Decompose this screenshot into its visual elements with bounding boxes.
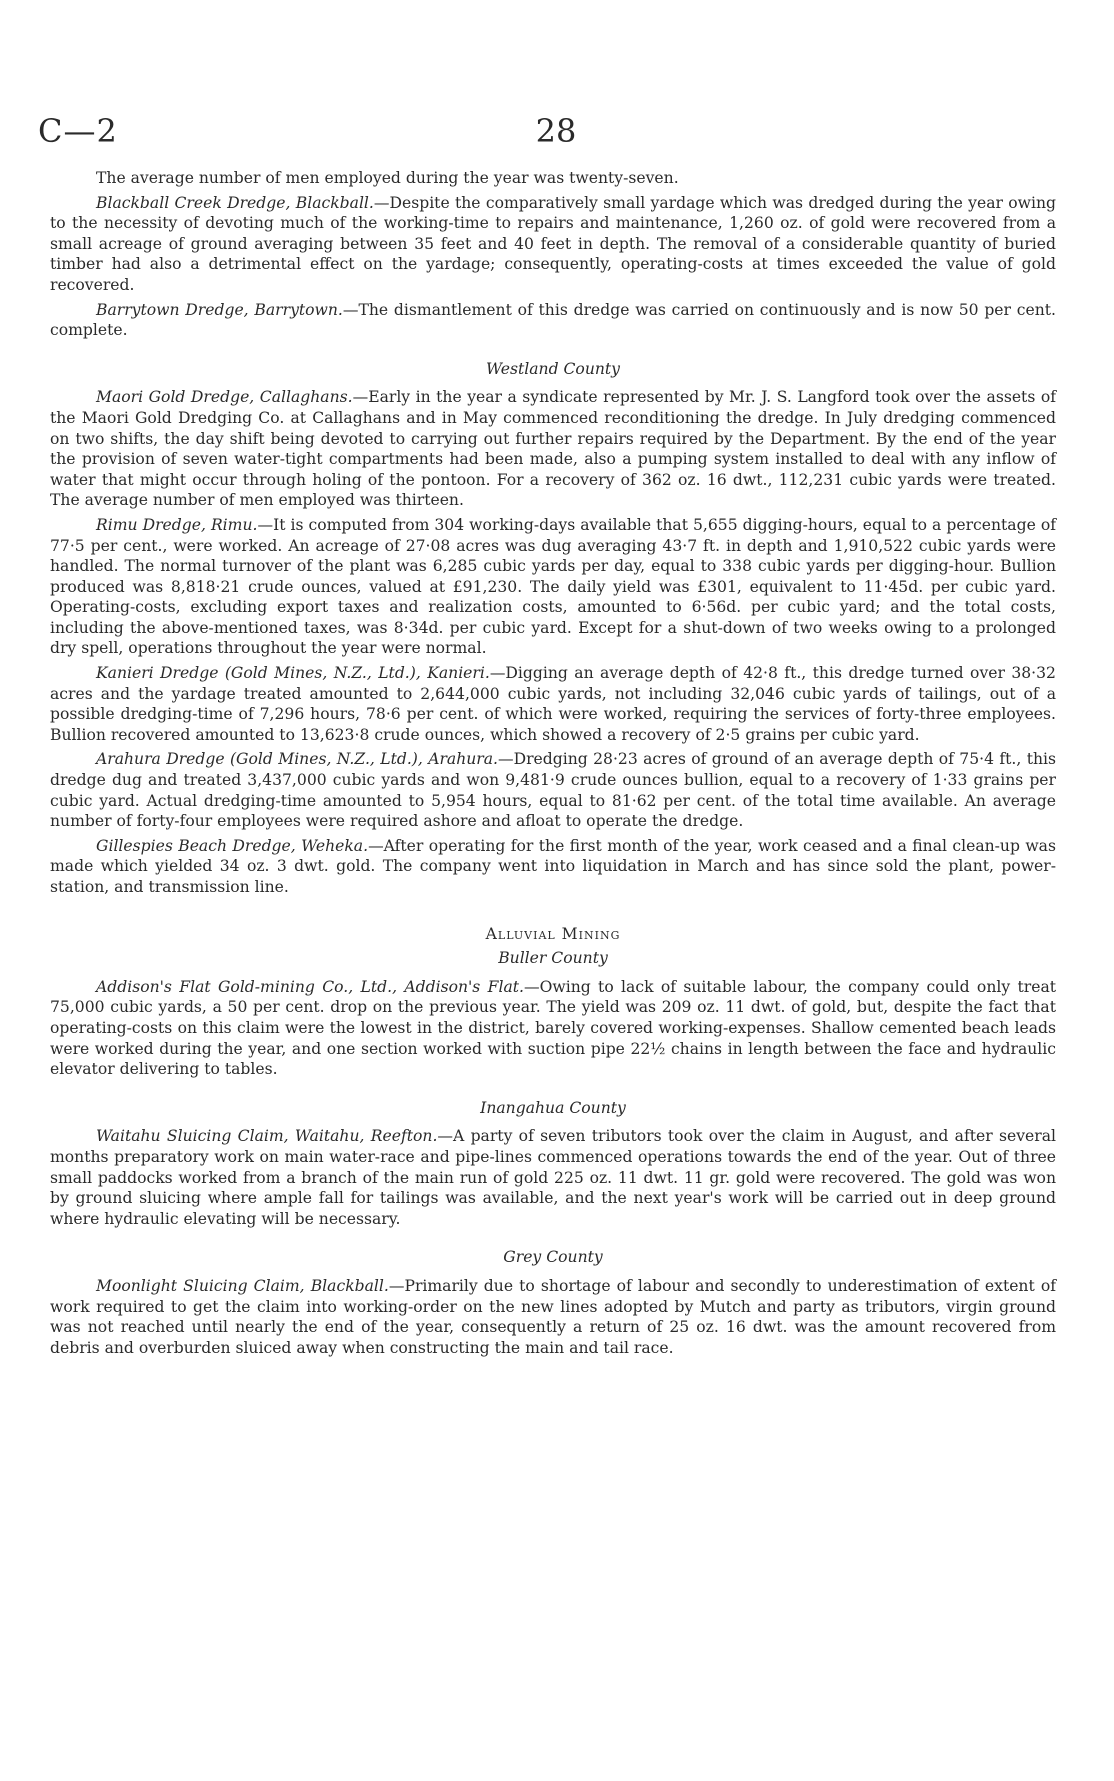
paragraph-text: —Early in the year a syndicate represented by Mr. J. S. Langford took over the assets of the Maori Gold Dredging Co. at Callaghans and in May commenced reconditioning the dredge. In July dredging commenced on two shifts, the day shift being devoted to carrying out further repairs required by the Department. By the end of the year the provision of seven water-tight compartments had been made, also a pumping system installed to deal with any inflow of water that might occur through holing of the pontoon. For a recovery of 362 oz. 16 dwt., 112,231 cubic yards were treated. The average number of men employed was thirteen. (50, 388, 1056, 510)
paragraph-title: Waitahu Sluicing Claim, Waitahu, Reefton. (96, 1127, 438, 1146)
paragraph-text: —Digging an average depth of 42·8 ft., this dredge turned over 38·32 acres and the yardage treated amounted to 2,644,000 cubic yards, not including 32,046 cubic yards of tailings, out of a possible dredging-time of 7,296 hours, 78·6 per cent. of which were worked, requiring the services of forty-three employees. Bullion recovered amounted to 13,623·8 crude ounces, which showed a recovery of 2·5 grains per cubic yard. (50, 664, 1056, 744)
paragraph (50, 300, 1056, 341)
paragraph-title: Rimu Dredge, Rimu. (96, 515, 258, 534)
paragraph-text: —Despite the comparatively small yardage which was dredged during the year owing to the necessity of devoting much of the working-time to repairs and maintenance, 1,260 oz. of gold were recovered from a small acreage of ground averaging between 35 feet and 40 feet in depth. The removal of a considerable quantity of buried timber had also a detrimental effect on the yardage; consequently, operating-costs at times exceeded the value of gold recovered. (50, 193, 1057, 294)
paragraph (50, 1126, 1056, 1229)
paragraph-text: —A party of seven tributors took over the claim in August, and after several months preparatory work on main water-race and pipe-lines commenced operations towards the end of the year. Out of three small paddocks worked from a branch of the main run of gold 225 oz. 11 dwt. 11 gr. gold were recovered. The gold was won by ground sluicing where ample fall for tailings was available, and the next year's work will be carried out in deep ground where hydraulic elevating will be necessary. (50, 1127, 1056, 1228)
main-heading-alluvial-mining: Alluvial Mining (485, 924, 621, 943)
paragraph-text: —Owing to lack of suitable labour, the company could only treat 75,000 cubic yards, a 50 per cent. drop on the previous year. The yield was 209 oz. 11 dwt. of gold, but, despite the fact that operating-costs on this claim were the lowest in the district, barely covered working-expenses. Shallow cemented beach leads were worked during the year, and one section worked with suction pipe 22½ chains in length between the face and hydraulic elevator delivering to tables. (50, 977, 1057, 1079)
paragraph (50, 515, 1056, 659)
paragraph-title: Gillespies Beach Dredge, Weheka. (96, 836, 369, 855)
paragraph (50, 749, 1056, 831)
paragraph-text: —Dredging 28·23 acres of ground of an average depth of 75·4 ft., this dredge dug and treated 3,437,000 cubic yards and won 9,481·9 crude ounces bullion, equal to a recovery of 1·33 grains per cubic yard. Actual dredging-time amounted to 5,954 hours, equal to 81·62 per cent. of the total time available. An average number of forty-four employees were required ashore and afloat to operate the dredge. (50, 750, 1056, 831)
document-body (50, 168, 1056, 1362)
section-heading-grey: Grey County (503, 1248, 603, 1267)
section-heading-inangahua: Inangahua County (480, 1098, 626, 1117)
section-heading-westland: Westland County (485, 359, 620, 378)
page-number: 28 (535, 112, 577, 150)
paragraph-text: —After operating for the first month of the year, work ceased and a final clean-up was made which yielded 34 oz. 3 dwt. gold. The company went into liquidation in March and has since sold the plant, power-station, and transmission line. (50, 836, 1056, 896)
paragraph-title: Maori Gold Dredge, Callaghans. (96, 388, 353, 407)
paragraph-text: —It is computed from 304 working-days available that 5,655 digging-hours, equal to a percentage of 77·5 per cent., were worked. An acreage of 27·08 acres was dug averaging 43·7 ft. in depth and 1,910,522 cubic yards were handled. The normal turnover of the plant was 6,285 cubic yards per day, equal to 338 cubic yards per digging-hour. Bullion produced was 8,818·21 crude ounces, valued at £91,230. The daily yield was £301, equivalent to 11·45d. per cubic yard. Operating-costs, excluding export taxes and realization costs, amounted to 6·56d. per cubic yard; and the total costs, including the above-mentioned taxes, was 8·34d. per cubic yard. Except for a shut-down of two weeks owing to a prolonged dry spell, operations throughout the year were normal. (50, 515, 1056, 658)
paragraph (50, 387, 1056, 511)
section-heading-buller: Buller County (498, 949, 608, 968)
page-header (38, 112, 1074, 152)
paragraph-title: Kanieri Dredge (Gold Mines, N.Z., Ltd.), Kanieri. (96, 664, 490, 683)
paragraph-text: —Primarily due to shortage of labour and secondly to underestimation of extent of work required to get the claim into working-order on the new lines adopted by Mutch and party as tributors, virgin ground was not reached until nearly the end of the year, consequently a return of 25 oz. 16 dwt. was the amount recovered from debris and overburden sluiced away when constructing the main and tail race. (50, 1276, 1056, 1357)
paragraph (50, 1276, 1056, 1358)
paragraph-title: Barrytown Dredge, Barrytown. (96, 300, 343, 319)
paragraph-title: Arahura Dredge (Gold Mines, N.Z., Ltd.), Arahura. (96, 750, 498, 769)
paragraph (50, 977, 1056, 1080)
paragraph-title: Moonlight Sluicing Claim, Blackball. (96, 1276, 389, 1295)
paragraph-text: The average number of men employed during the year was twenty-seven. (96, 169, 679, 187)
paragraph-text: —The dismantlement of this dredge was carried on continuously and is now 50 per cent. complete. (50, 300, 1056, 340)
paragraph (50, 168, 1056, 189)
paragraph-title: Addison's Flat Gold-mining Co., Ltd., Addison's Flat. (96, 977, 524, 996)
paragraph-title: Blackball Creek Dredge, Blackball. (96, 193, 374, 212)
document-reference: C—2 (38, 112, 118, 150)
paragraph (50, 193, 1056, 296)
paragraph (50, 836, 1056, 898)
paragraph (50, 663, 1056, 745)
